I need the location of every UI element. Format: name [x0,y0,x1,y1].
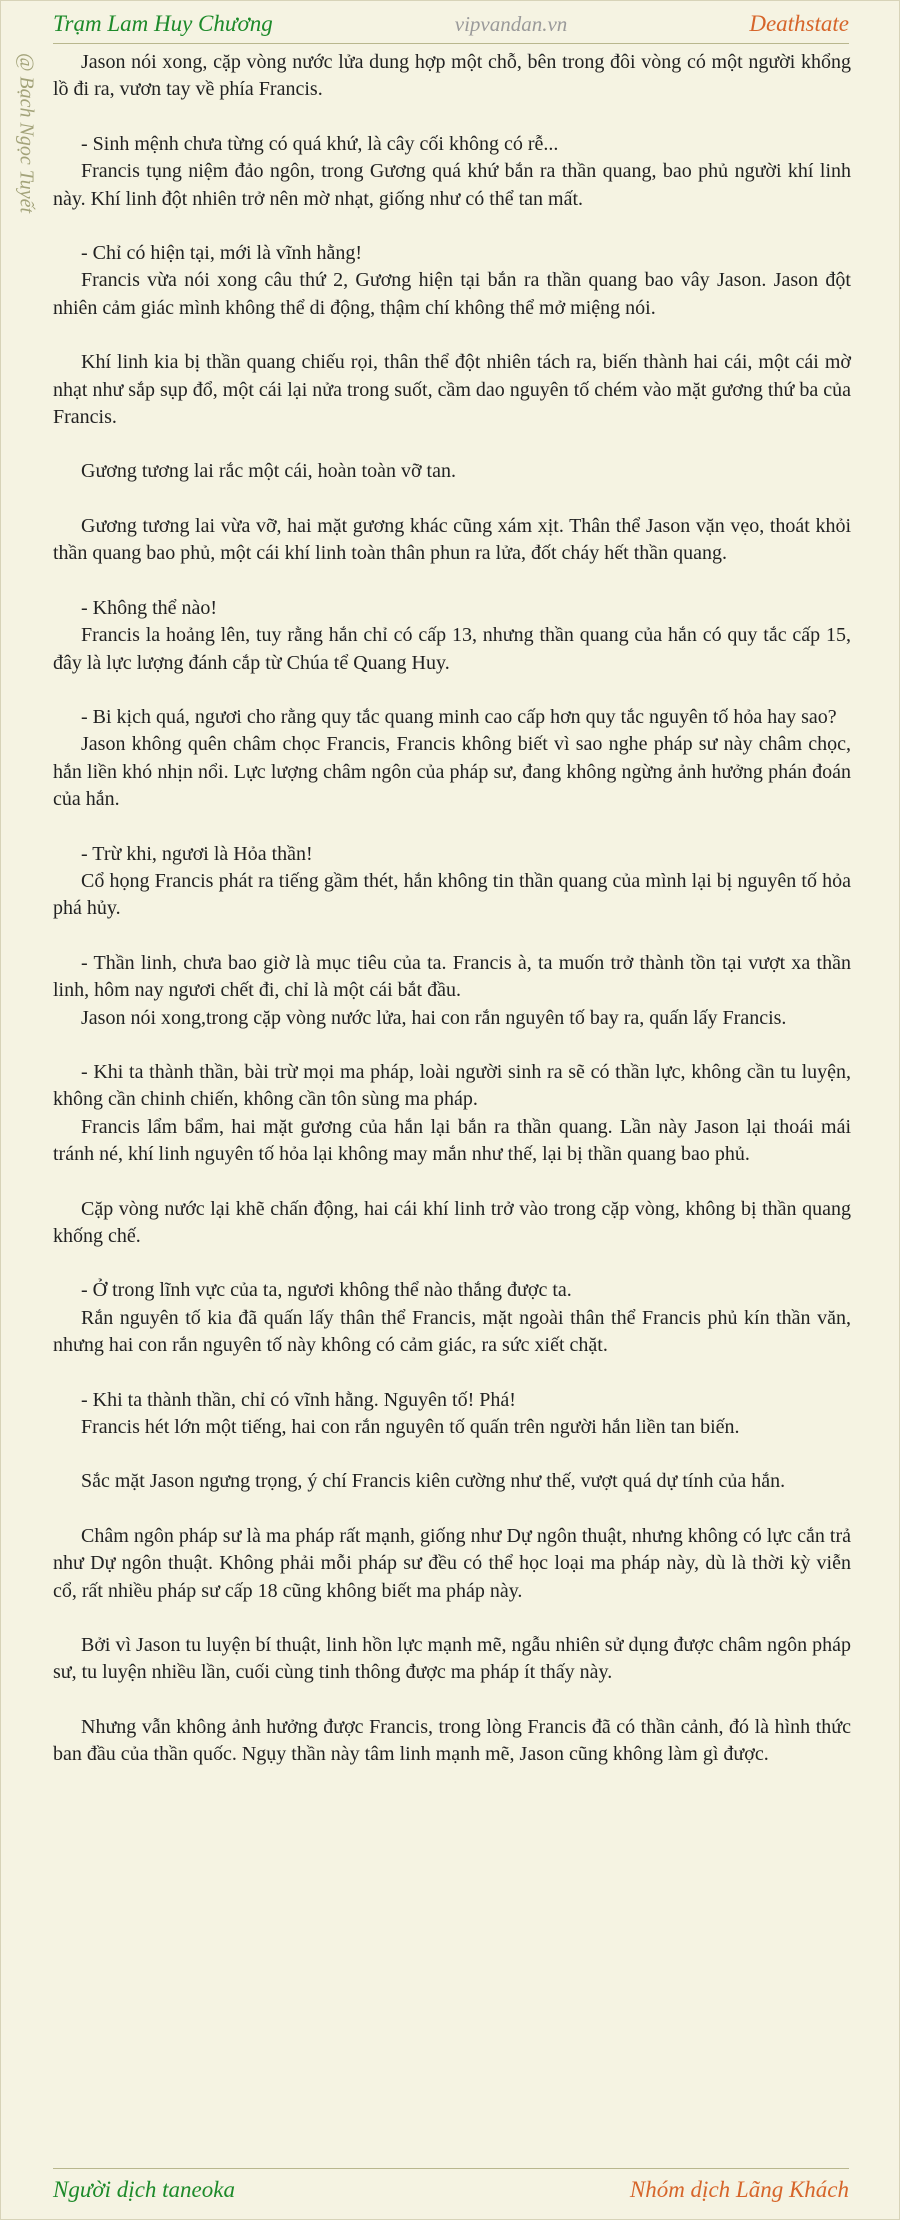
dialogue-line: - Chỉ có hiện tại, mới là vĩnh hằng! [81,242,363,265]
paragraph: Cặp vòng nước lại khẽ chấn động, hai cái khí linh trở vào trong cặp vòng, không bị thần quang khống chế. [53,1197,851,1247]
chapter-text [53,49,851,1796]
header-book-title: Trạm Lam Huy Chương [53,11,273,36]
dialogue-line: - Trừ khi, ngươi là Hỏa thần! [81,842,313,865]
paragraph: Châm ngôn pháp sư là ma pháp rất mạnh, giống như Dự ngôn thuật, nhưng không có lực cắn trả như Dự ngôn thuật. Không phải mỗi pháp sư đều có thể học loại ma pháp này, dù là thời kỳ viễn cổ, rất nhiều pháp sư cấp 18 cũng không biết ma pháp này. [53,1524,851,1602]
paragraph: Francis tụng niệm đảo ngôn, trong Gương quá khứ bắn ra thần quang, bao phủ người khí linh này. Khí linh đột nhiên trở nên mờ nhạt, giống như có thể tan mất. [53,160,851,210]
paragraph: Francis hét lớn một tiếng, hai con rắn nguyên tố quấn trên người hắn liền tan biến. [81,1416,740,1439]
paragraph: Francis la hoảng lên, tuy rằng hắn chỉ có cấp 13, nhưng thần quang của hắn có quy tắc cấp 15, đây là lực lượng đánh cắp từ Chúa tể Quang Huy. [53,624,851,674]
paragraph: Jason nói xong, cặp vòng nước lửa dung hợp một chỗ, bên trong đôi vòng có một người khổng lồ đi ra, vươn tay về phía Francis. [53,51,851,101]
paragraph: Gương tương lai vừa vỡ, hai mặt gương khác cũng xám xịt. Thân thể Jason vặn vẹo, thoát khỏi thần quang bao phủ, một cái khí linh toàn thân phun ra lửa, đốt cháy hết thần quang. [53,514,851,565]
paragraph: Bởi vì Jason tu luyện bí thuật, linh hồn lực mạnh mẽ, ngẫu nhiên sử dụng được châm ngôn pháp sư, tu luyện nhiều lần, cuối cùng tinh thông được ma pháp ít thấy này. [53,1634,851,1684]
dialogue-line: - Thần linh, chưa bao giờ là mục tiêu của ta. Francis à, ta muốn trở thành tồn tại vượt xa thần linh, hôm nay ngươi chết đi, chỉ là một cái bắt đầu. [53,951,851,1002]
paragraph: Jason nói xong,trong cặp vòng nước lửa, hai con rắn nguyên tố bay ra, quấn lấy Francis. [81,1006,787,1029]
paragraph: Nhưng vẫn không ảnh hưởng được Francis, trong lòng Francis đã có thần cảnh, đó là hình thức ban đầu của thần quốc. Ngụy thần này tâm linh mạnh mẽ, Jason cũng không làm gì được. [53,1715,851,1766]
paragraph: Sắc mặt Jason ngưng trọng, ý chí Francis kiên cường như thế, vượt quá dự tính của hắn. [81,1470,786,1493]
paragraph: Khí linh kia bị thần quang chiếu rọi, thân thể đột nhiên tách ra, biến thành hai cái, một cái mờ nhạt như sắp sụp đổ, một cái lại nửa trong suốt, cầm dao nguyên tố chém vào mặt gương thứ ba của Francis. [53,351,851,429]
header-author: Deathstate [749,11,849,36]
header-site-link[interactable]: vipvandan.vn [454,11,568,36]
dialogue-line: - Khi ta thành thần, bài trừ mọi ma pháp, loài người sinh ra sẽ có thần lực, không cần tu luyện, không cần chinh chiến, không cần tôn sùng ma pháp. [53,1060,851,1111]
header-divider [53,43,849,44]
paragraph: Francis lẩm bẩm, hai mặt gương của hắn lại bắn ra thần quang. Lần này Jason lại thoái mái tránh né, khí linh nguyên tố hỏa lại không may mắn như thế, lại bị thần quang bao phủ. [53,1115,851,1166]
paragraph: Cổ họng Francis phát ra tiếng gầm thét, hắn không tin thần quang của mình lại bị nguyên tố hỏa phá hủy. [53,869,851,920]
dialogue-line: - Sinh mệnh chưa từng có quá khứ, là cây cối không có rễ... [81,132,559,155]
paragraph: Francis vừa nói xong câu thứ 2, Gương hiện tại bắn ra thần quang bao vây Jason. Jason đột nhiên cảm giác mình không thể di động, thậm chí không thể mở miệng nói. [53,269,851,319]
footer-divider [53,2168,849,2169]
side-watermark: @ Bạch Ngọc Tuyết [15,53,38,214]
dialogue-line: - Ở trong lĩnh vực của ta, ngươi không thể nào thắng được ta. [81,1279,572,1302]
dialogue-line: - Bi kịch quá, ngươi cho rằng quy tắc quang minh cao cấp hơn quy tắc nguyên tố hỏa hay sao? [81,705,837,728]
dialogue-line: - Khi ta thành thần, chỉ có vĩnh hằng. Nguyên tố! Phá! [81,1388,516,1411]
page-footer [53,2173,849,2207]
footer-translator: Người dịch taneoka [53,2177,235,2202]
footer-group: Nhóm dịch Lãng Khách [629,2177,849,2202]
paragraph: Rắn nguyên tố kia đã quấn lấy thân thể Francis, mặt ngoài thân thể Francis phủ kín thần văn, nhưng hai con rắn nguyên tố này không có cảm giác, ra sức xiết chặt. [53,1306,851,1357]
page-header [53,9,849,39]
dialogue-line: - Không thể nào! [81,596,218,619]
paragraph: Gương tương lai rắc một cái, hoàn toàn vỡ tan. [81,460,456,483]
paragraph: Jason không quên châm chọc Francis, Francis không biết vì sao nghe pháp sư này châm chọc, hắn liền khó nhịn nổi. Lực lượng châm ngôn của pháp sư, đang không ngừng ảnh hưởng phán đoán của hắn. [53,733,851,811]
